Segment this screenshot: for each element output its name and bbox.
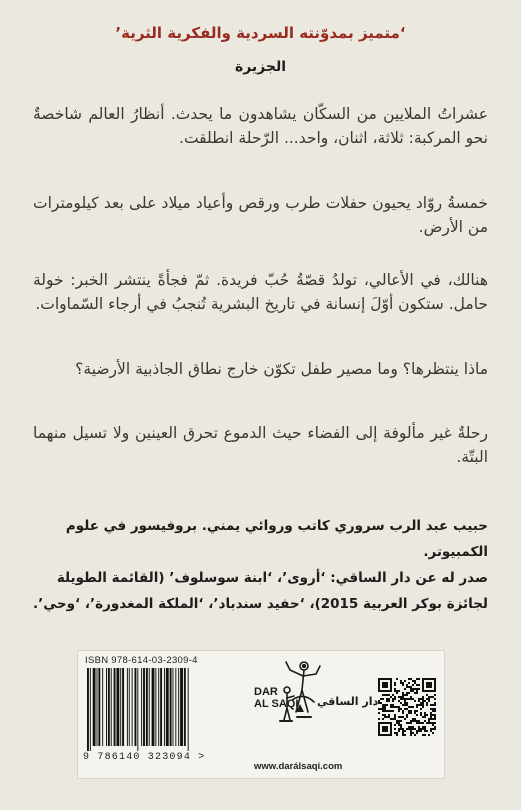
blurb-paragraph-3: هنالك، في الأعالي، تولدُ قصّةُ حُبّ فريدة. ثمّ فجأةً ينتشر الخبر: خولة حامل. ستكون أوّلَ إنسانة في تاريخ البشرية تُنجبُ في أرجاء السّماوات. <box>33 271 488 313</box>
publisher-logo-arabic: دار الساقي <box>317 695 379 708</box>
blurb-paragraph-2: خمسةُ روّاد يحيون حفلات طرب ورقص وأعياد ميلاد على بعد كيلومترات من الأرض. <box>33 194 488 236</box>
author-bio <box>33 513 488 617</box>
author-bio-line-1: حبيب عبد الرب سروري كاتب وروائي يمني. بروفيسور في علوم الكمبيوتر. <box>65 518 488 560</box>
barcode-icon <box>85 668 217 751</box>
blurb-paragraph-5: رحلةٌ غير مألوفة إلى الفضاء حيث الدموع تحرق العينين ولا تسيل منهما البتّة. <box>33 424 488 466</box>
publisher-name-line-2: AL SAQI <box>254 698 299 710</box>
isbn-label: ISBN 978-614-03-2309-4 <box>85 655 198 666</box>
publisher-website: www.darálsaqi.com <box>254 761 343 772</box>
blurb-paragraph-4: ماذا ينتظرها؟ وما مصير طفل تكوّن خارج نطاق الجاذبية الأرضية؟ <box>75 360 488 378</box>
isbn-digits: 9 786140 323094 > <box>83 752 206 763</box>
blurb-paragraph-1: عشراتُ الملايين من السكّان يشاهدون ما يحدث. أنظارُ العالم شاخصةٌ نحو المركبة: ثلاثة، اثنان، واحد... الرّحلة انطلقت. <box>33 105 488 147</box>
publisher-name-line-1: DAR <box>254 686 278 698</box>
author-bio-line-2: صدر له عن دار الساقي: ‘أروى’، ‘ابنة سوسلوف’ (القائمة الطويلة لجائزة بوكر العربية 2015)، ‘حفيد سندباد’، ‘الملكة المغدورة’، ‘وحي’. <box>33 570 488 612</box>
review-source: الجزيرة <box>234 59 287 75</box>
barcode-panel <box>77 650 445 779</box>
qr-code-icon <box>378 678 436 736</box>
review-quote: ‘متميز بمدوّنته السردية والفكرية الثرية’ <box>115 24 406 42</box>
